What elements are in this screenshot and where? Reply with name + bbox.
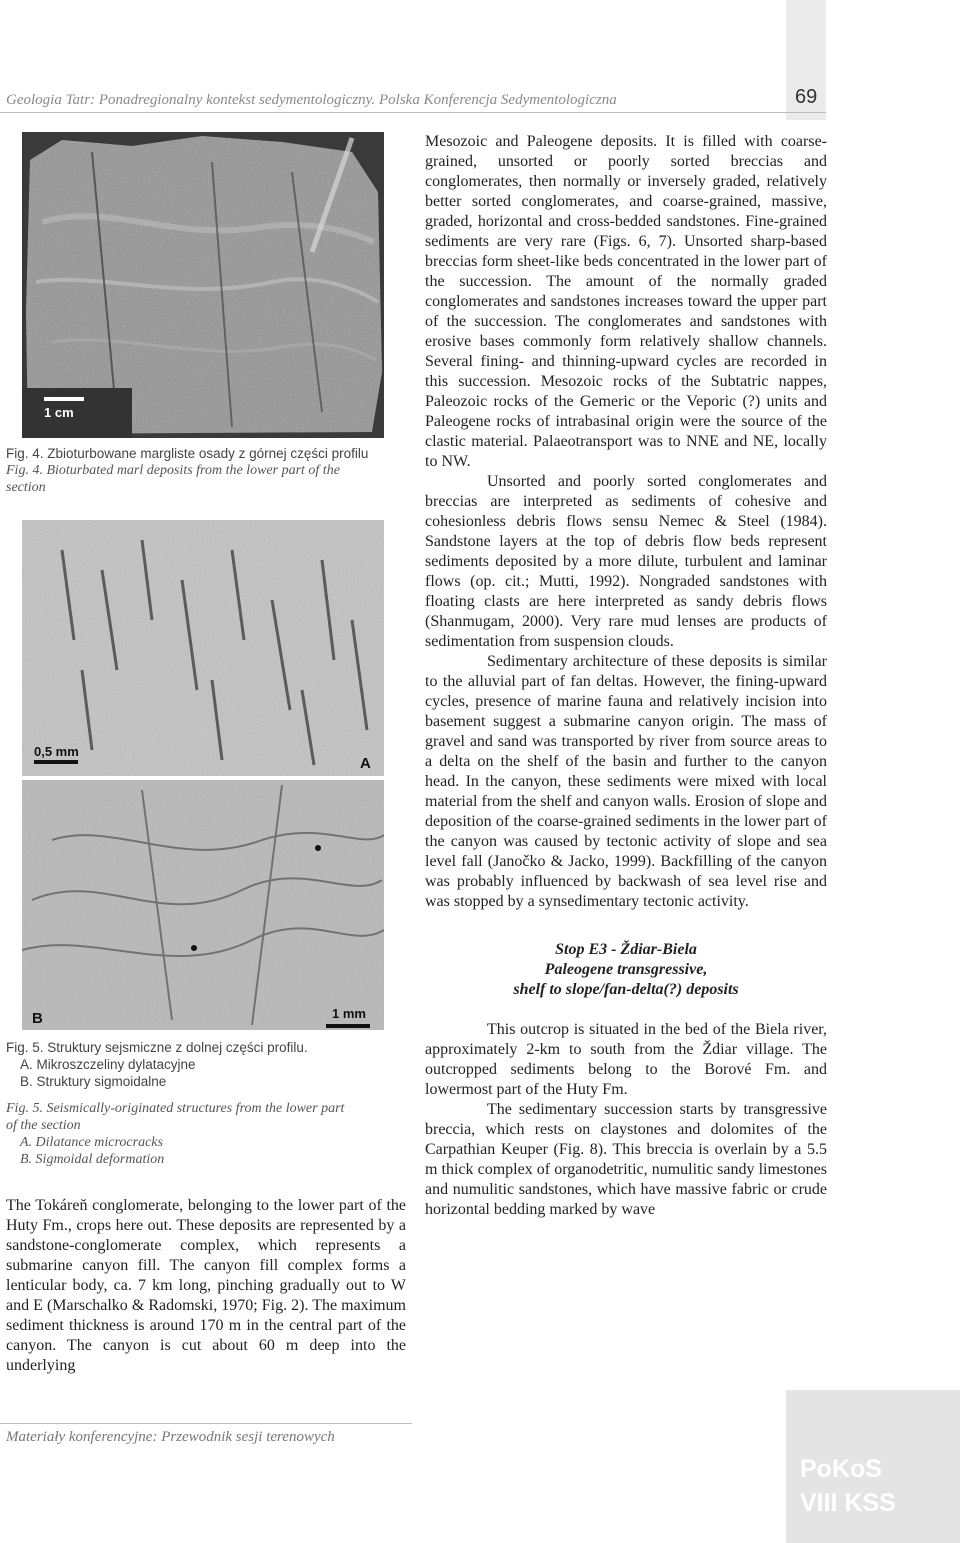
figure-5b-image [22, 780, 384, 1030]
figure-5a-image [22, 520, 384, 776]
figure-5a-scale-label: 0,5 mm [34, 744, 79, 759]
figure-5-caption-en-b: B. Sigmoidal deformation [20, 1152, 165, 1167]
footer-brand-line-2: VIII KSS [800, 1489, 896, 1517]
footer-rule [0, 1423, 412, 1424]
right-paragraph-3: Sedimentary architecture of these deposits is similar to the alluvial part of fan deltas. However, the fining-upward cycles, presence of marine fauna and relatively incision into basement suggest a submarine canyon origin. The mass of gravel and sand was transported by river from source areas to a delta on the shelf of the basin and further to the canyon head. In the canyon, these sediments were mixed with local material from the shelf and canyon walls. Erosion of slope and deposition of the coarse-grained sediments in the lower part of the canyon was caused by tectonic activity of slope and sea level fall (Janočko & Jacko, 1999). Backfilling of the canyon was probably influenced by backwash of sea level rise and was stopped by a synsedimentary tectonic activity. [425, 653, 827, 910]
figure-5-caption-pl-b: B. Struktury sigmoidalne [20, 1074, 167, 1089]
figure-4-photo [22, 132, 384, 438]
figure-5b-scale-label: 1 mm [332, 1006, 366, 1021]
figure-4-image [22, 132, 384, 438]
header-rule [0, 112, 826, 113]
figure-5-caption-pl-title: Fig. 5. Struktury sejsmiczne z dolnej części profilu. [6, 1040, 308, 1055]
figure-4-caption-en-line-1: Fig. 4. Bioturbated marl deposits from the lower part of the [6, 463, 340, 478]
figure-4-caption-pl: Fig. 4. Zbioturbowane margliste osady z górnej części profilu [6, 446, 369, 461]
figure-5-caption-en [6, 1100, 406, 1168]
figure-5-caption-pl-a: A. Mikroszczeliny dylatacyjne [20, 1057, 196, 1072]
figure-5a-panel-letter: A [360, 755, 371, 772]
figure-4-caption-en-line-2: section [6, 480, 46, 495]
footer-brand-line-1: PoKoS [800, 1455, 882, 1483]
left-text-column [6, 1196, 406, 1376]
figure-5-caption-en-a: A. Dilatance microcracks [20, 1135, 163, 1150]
footer-brand [800, 1452, 950, 1520]
page-number: 69 [795, 86, 818, 108]
figure-5-caption-pl [6, 1039, 406, 1090]
figure-4-caption-en [6, 462, 406, 496]
stop-heading-line-1: Stop E3 - Ždiar-Biela [555, 941, 697, 958]
figure-5-caption-en-line-2: of the section [6, 1118, 81, 1133]
figure-5b-panel-letter: B [32, 1010, 43, 1027]
stop-heading [425, 940, 827, 1000]
figure-5-caption-en-line-1: Fig. 5. Seismically-originated structures from the lower part [6, 1101, 345, 1116]
figure-5a-photo [22, 520, 384, 776]
figure-4-scale-label: 1 cm [44, 405, 74, 420]
right-text-column [425, 132, 827, 1220]
running-head: Geologia Tatr: Ponadregionalny kontekst sedymentologiczny. Polska Konferencja Sedymentologiczna [6, 92, 617, 108]
stop-heading-line-3: shelf to slope/fan-delta(?) deposits [513, 981, 739, 998]
footer-text: Materiały konferencyjne: Przewodnik sesji terenowych [6, 1429, 335, 1445]
right-paragraph-4: This outcrop is situated in the bed of the Biela river, approximately 2-km to south from the Ždiar village. The outcropped sediments belong to the Borové Fm. and lowermost part of the Huty Fm. [425, 1021, 827, 1098]
right-paragraph-2: Unsorted and poorly sorted conglomerates and breccias are interpreted as sediments of cohesive and cohesionless debris flows sensu Nemec & Steel (1984). Sandstone layers at the top of debris flow beds represent sediments deposited by a more dilute, turbulent and laminar flows (op. cit.; Mutti, 1992). Nongraded sandstones with floating clasts are here interpreted as sandy debris flows (Shanmugam, 2000). Very rare mud lenses are products of sedimentation from suspension clouds. [425, 473, 827, 650]
figure-5b-photo [22, 780, 384, 1030]
stop-heading-line-2: Paleogene transgressive, [544, 961, 708, 978]
left-paragraph: The Tokáreň conglomerate, belonging to the lower part of the Huty Fm., crops here out. These deposits are represented by a sandstone-conglomerate complex, which represents a submarine canyon fill. The canyon fill complex forms a lenticular body, ca. 7 km long, pinching gradually out to W and E (Marschalko & Radomski, 1970; Fig. 2). The maximum sediment thickness is around 170 m in the central part of the canyon. The canyon is cut about 60 m deep into the underlying [6, 1197, 406, 1374]
right-paragraph-5: The sedimentary succession starts by transgressive breccia, which rests on claystones and dolomites of the Carpathian Keuper (Fig. 8). This breccia is overlain by a 5.5 m thick complex of organodetritic, numulitic sandy limestones and numulitic sandstones, which have massive fabric or crude horizontal bedding marked by wave [425, 1101, 827, 1218]
right-paragraph-1: Mesozoic and Paleogene deposits. It is filled with coarse-grained, unsorted or poorly sorted breccias and conglomerates, then normally or inversely graded, relatively better sorted conglomerates, and coarse-grained, massive, graded, horizontal and cross-bedded sandstones. Fine-grained sediments are very rare (Figs. 6, 7). Unsorted sharp-based breccias form sheet-like beds concentrated in the lower part of the succession. The amount of the normally graded conglomerates and sandstones increases toward the upper part of the succession. The conglomerates and sandstones with erosive bases commonly form relatively shallow channels. Several fining- and thinning-upward cycles are recorded in this succession. Mesozoic rocks of the Subtatric nappes, Paleozoic rocks of the Gemeric or the Veporic (?) units and Paleogene rocks of intrabasinal origin were the source of the clastic material. Palaeotransport was to NNE and NE, locally to NW. [425, 133, 827, 470]
